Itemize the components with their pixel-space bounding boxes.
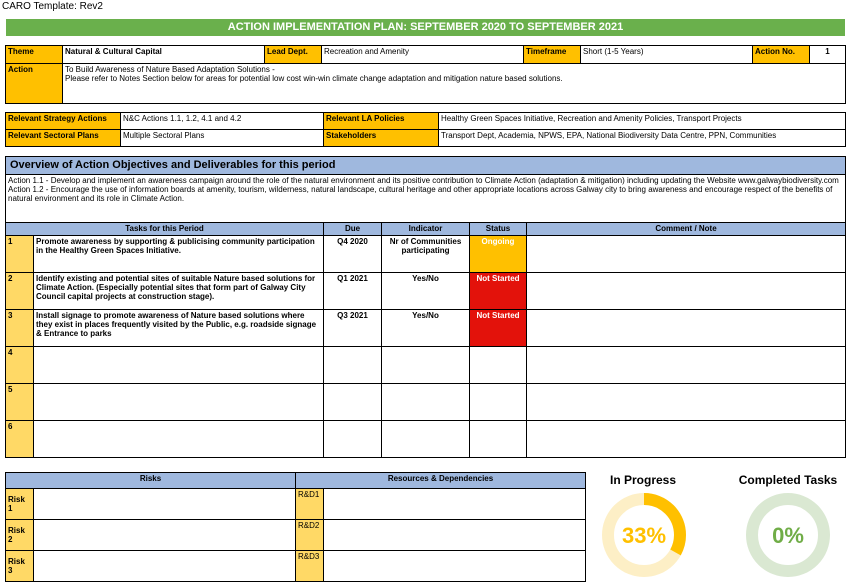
table-row bbox=[6, 273, 846, 310]
task-description: Promote awareness by supporting & publicising community participation in the Healthy Green Spaces Initiative. bbox=[34, 236, 324, 273]
indicator-column-header: Indicator bbox=[382, 223, 470, 236]
table-row bbox=[6, 421, 846, 458]
in-progress-donut bbox=[600, 491, 688, 579]
task-number: 5 bbox=[6, 384, 34, 421]
lead-dept-value: Recreation and Amenity bbox=[322, 46, 524, 64]
task-number: 6 bbox=[6, 421, 34, 458]
la-policies-value: Healthy Green Spaces Initiative, Recreation and Amenity Policies, Transport Projects bbox=[439, 113, 846, 130]
task-due[interactable] bbox=[324, 347, 382, 384]
overview-action-1-2: Action 1.2 - Encourage the use of information boards at amenity, tourism, wilderness, natural landscape, cultural heritage and other appropriate locations across Galway city to bring awareness and encourage respect of the benefits of natural environment and its role in Climate Action. bbox=[8, 185, 833, 203]
sectoral-plans-label: Relevant Sectoral Plans bbox=[6, 130, 121, 147]
completed-donut bbox=[744, 491, 832, 579]
status-badge: Not Started bbox=[470, 310, 527, 347]
resource-label: R&D1 bbox=[296, 489, 324, 520]
action-line-1: To Build Awareness of Nature Based Adaptation Solutions - bbox=[65, 65, 275, 74]
relevant-table bbox=[5, 112, 846, 147]
theme-value: Natural & Cultural Capital bbox=[63, 46, 265, 64]
action-no-label: Action No. bbox=[753, 46, 810, 64]
strategy-actions-label: Relevant Strategy Actions bbox=[6, 113, 121, 130]
stakeholders-label: Stakeholders bbox=[324, 130, 439, 147]
task-indicator[interactable] bbox=[382, 347, 470, 384]
comment-column-header: Comment / Note bbox=[527, 223, 846, 236]
table-row bbox=[6, 384, 846, 421]
risks-header: Risks bbox=[6, 473, 296, 489]
status-badge[interactable] bbox=[470, 421, 527, 458]
task-comment[interactable] bbox=[527, 421, 846, 458]
status-badge: Not Started bbox=[470, 273, 527, 310]
overview-title: Overview of Action Objectives and Deliverables for this period bbox=[6, 157, 846, 175]
task-description[interactable] bbox=[34, 421, 324, 458]
action-label: Action bbox=[6, 64, 63, 104]
task-comment[interactable] bbox=[527, 310, 846, 347]
status-column-header: Status bbox=[470, 223, 527, 236]
risk-cell[interactable] bbox=[34, 520, 296, 551]
table-row bbox=[6, 310, 846, 347]
due-column-header: Due bbox=[324, 223, 382, 236]
stakeholders-value: Transport Dept, Academia, NPWS, EPA, National Biodiversity Data Centre, PPN, Communities bbox=[439, 130, 846, 147]
task-comment[interactable] bbox=[527, 236, 846, 273]
resource-cell[interactable] bbox=[324, 520, 586, 551]
status-badge[interactable] bbox=[470, 384, 527, 421]
status-badge: Ongoing bbox=[470, 236, 527, 273]
table-row bbox=[6, 236, 846, 273]
sectoral-plans-value: Multiple Sectoral Plans bbox=[121, 130, 324, 147]
task-number: 4 bbox=[6, 347, 34, 384]
action-header-table bbox=[5, 45, 846, 104]
action-no-value: 1 bbox=[810, 46, 846, 64]
task-description[interactable] bbox=[34, 384, 324, 421]
page-banner: ACTION IMPLEMENTATION PLAN: SEPTEMBER 2020 TO SEPTEMBER 2021 bbox=[6, 19, 845, 36]
task-due: Q3 2021 bbox=[324, 310, 382, 347]
risks-table bbox=[5, 472, 586, 582]
task-indicator: Yes/No bbox=[382, 310, 470, 347]
timeframe-label: Timeframe bbox=[524, 46, 581, 64]
task-indicator[interactable] bbox=[382, 421, 470, 458]
task-due: Q1 2021 bbox=[324, 273, 382, 310]
strategy-actions-value: N&C Actions 1.1, 1.2, 4.1 and 4.2 bbox=[121, 113, 324, 130]
task-due[interactable] bbox=[324, 384, 382, 421]
task-indicator: Yes/No bbox=[382, 273, 470, 310]
task-number: 1 bbox=[6, 236, 34, 273]
tasks-column-header: Tasks for this Period bbox=[6, 223, 324, 236]
task-due[interactable] bbox=[324, 421, 382, 458]
in-progress-value: 33% bbox=[621, 523, 667, 548]
template-label: CARO Template: Rev2 bbox=[2, 1, 103, 12]
table-row bbox=[6, 347, 846, 384]
task-comment[interactable] bbox=[527, 347, 846, 384]
risk-label: Risk 3 bbox=[6, 551, 34, 582]
in-progress-title: In Progress bbox=[609, 473, 677, 487]
risk-label: Risk 1 bbox=[6, 489, 34, 520]
task-description: Install signage to promote awareness of Nature based solutions where they exist in places frequently visited by the Public, e.g. roadside signage & Entrance to parks bbox=[34, 310, 324, 347]
resources-header: Resources & Dependencies bbox=[296, 473, 586, 489]
resource-label: R&D2 bbox=[296, 520, 324, 551]
risk-cell[interactable] bbox=[34, 489, 296, 520]
la-policies-label: Relevant LA Policies bbox=[324, 113, 439, 130]
resource-label: R&D3 bbox=[296, 551, 324, 582]
theme-label: Theme bbox=[6, 46, 63, 64]
task-due: Q4 2020 bbox=[324, 236, 382, 273]
action-line-2: Please refer to Notes Section below for areas for potential low cost win-win climate change adaptation and mitigation nature based solutions. bbox=[65, 74, 563, 83]
task-indicator: Nr of Communities participating bbox=[382, 236, 470, 273]
task-number: 2 bbox=[6, 273, 34, 310]
status-badge[interactable] bbox=[470, 347, 527, 384]
task-description: Identify existing and potential sites of suitable Nature based solutions for Climate Action. (Especially potential sites that form part of Galway City Council capital projects at construction stage). bbox=[34, 273, 324, 310]
risk-label: Risk 2 bbox=[6, 520, 34, 551]
action-description bbox=[63, 64, 846, 104]
completed-tasks-title: Completed Tasks bbox=[738, 473, 838, 487]
overview-action-1-1: Action 1.1 - Develop and implement an awareness campaign around the role of the natural environment and its positive contribution to Climate Action (adaptation & mitigation) including updating the Website www.galwaybiodiversity.com bbox=[8, 176, 839, 185]
resource-cell[interactable] bbox=[324, 551, 586, 582]
task-comment[interactable] bbox=[527, 273, 846, 310]
risk-cell[interactable] bbox=[34, 551, 296, 582]
tasks-table bbox=[5, 156, 846, 458]
overview-text bbox=[6, 175, 846, 223]
task-indicator[interactable] bbox=[382, 384, 470, 421]
resource-cell[interactable] bbox=[324, 489, 586, 520]
completed-value: 0% bbox=[772, 523, 804, 548]
lead-dept-label: Lead Dept. bbox=[265, 46, 322, 64]
task-description[interactable] bbox=[34, 347, 324, 384]
task-number: 3 bbox=[6, 310, 34, 347]
timeframe-value: Short (1-5 Years) bbox=[581, 46, 753, 64]
task-comment[interactable] bbox=[527, 384, 846, 421]
